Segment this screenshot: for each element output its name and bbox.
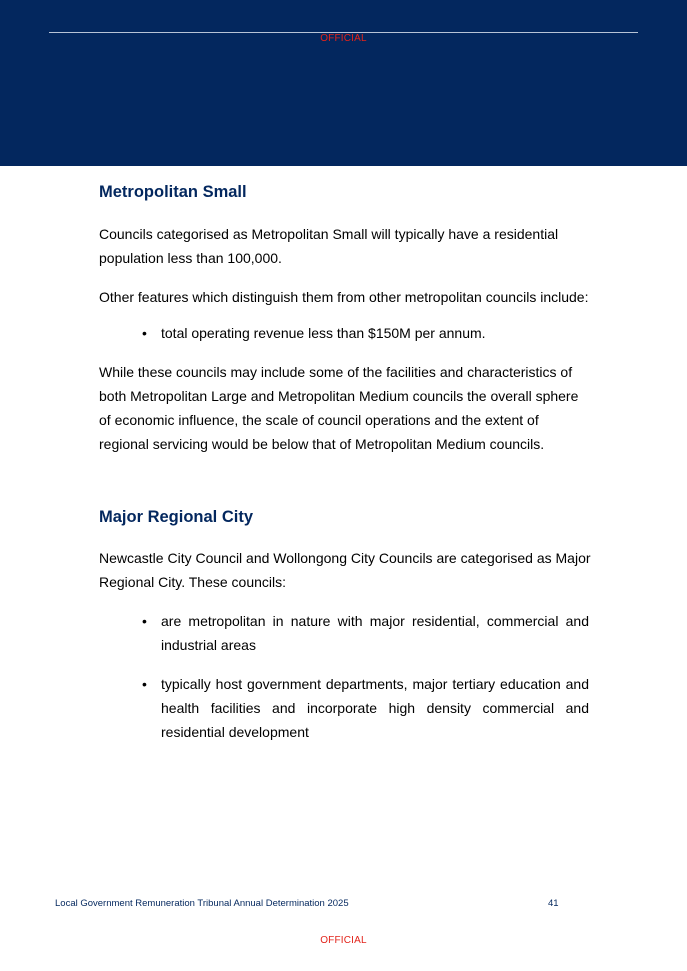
section1-paragraph-2: Other features which distinguish them from other metropolitan councils include: bbox=[99, 289, 589, 305]
bullet-marker: • bbox=[142, 676, 147, 692]
section2-bullet-1: are metropolitan in nature with major residential, commercial and industrial areas bbox=[161, 613, 589, 653]
section1-paragraph-1: Councils categorised as Metropolitan Small will typically have a residential population less than 100,000. bbox=[99, 226, 559, 266]
bullet-marker: • bbox=[142, 613, 147, 629]
section-heading-metropolitan-small: Metropolitan Small bbox=[99, 183, 247, 201]
classification-marking-top: OFFICIAL bbox=[320, 33, 367, 44]
section2-bullet-2: typically host government departments, major tertiary education and health facilities and incorporate high density commercial and residential development bbox=[161, 676, 589, 740]
section1-paragraph-3: While these councils may include some of the facilities and characteristics of both Metropolitan Large and Metropolitan Medium councils the overall sphere of economic influence, the scale of council operations and the extent of regional servicing would be below that of Metropolitan Medium councils. bbox=[99, 364, 579, 452]
section2-paragraph-1: Newcastle City Council and Wollongong City Councils are categorised as Major Regional City. These councils: bbox=[99, 550, 591, 590]
classification-marking-bottom: OFFICIAL bbox=[320, 935, 367, 946]
header-band bbox=[0, 0, 687, 166]
footer-document-title: Local Government Remuneration Tribunal Annual Determination 2025 bbox=[55, 898, 349, 909]
section-heading-major-regional-city: Major Regional City bbox=[99, 508, 254, 526]
bullet-marker: • bbox=[142, 325, 147, 341]
section1-bullet-1: total operating revenue less than $150M per annum. bbox=[161, 325, 486, 341]
footer-page-number: 41 bbox=[548, 898, 559, 909]
